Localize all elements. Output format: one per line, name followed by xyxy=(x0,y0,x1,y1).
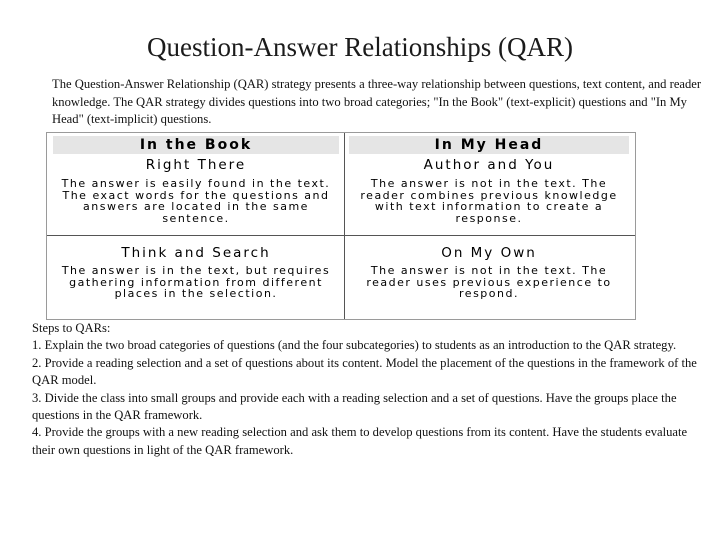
on-my-own-title: On My Own xyxy=(441,245,537,261)
right-there-cell xyxy=(51,157,341,225)
on-my-own-cell xyxy=(348,245,630,301)
step-item-2: 2. Provide a reading selection and a set of questions about its content. Model the placement of the questions in the framework of the QAR model. xyxy=(32,355,697,388)
page-title: Question-Answer Relationships (QAR) xyxy=(147,32,573,62)
think-and-search-cell xyxy=(51,245,341,301)
step-item-1: 1. Explain the two broad categories of questions (and the four subcategories) to students as an introduction to the QAR strategy. xyxy=(32,338,677,353)
steps-heading: Steps to QARs: xyxy=(32,321,111,335)
chart-vertical-divider xyxy=(344,133,345,319)
on-my-own-text: The answer is not in the text. The reader uses previous experience to respond. xyxy=(366,265,612,300)
in-my-head-header: In My Head xyxy=(349,136,629,154)
think-and-search-text: The answer is in the text, but requires gathering information from different places in the selection. xyxy=(61,265,331,300)
intro-paragraph: The Question-Answer Relationship (QAR) strategy presents a three-way relationship between questions, text content, and reader knowledge. The QAR strategy divides questions into two broad categories; "In the Book" (text-explicit) questions and "In My Head" (text-implicit) questions. xyxy=(52,77,702,126)
author-and-you-text: The answer is not in the text. The reader combines previous knowledge with text information to create a response. xyxy=(360,178,618,225)
right-there-text: The answer is easily found in the text. The exact words for the questions and answers are located in the same sentence. xyxy=(61,178,331,225)
author-and-you-cell xyxy=(348,157,630,225)
in-the-book-header: In the Book xyxy=(53,136,339,154)
think-and-search-title: Think and Search xyxy=(121,245,271,261)
steps-section xyxy=(32,320,700,459)
step-item-3: 3. Divide the class into small groups and provide each with a reading selection and a set of questions. Have the groups place the questions in the QAR framework. xyxy=(32,390,677,423)
chart-horizontal-divider xyxy=(47,235,635,236)
right-there-title: Right There xyxy=(145,157,247,173)
qar-chart-image xyxy=(46,132,636,320)
step-item-4: 4. Provide the groups with a new reading selection and ask them to develop questions from its content. Have the students evaluate their own questions in light of the QAR framework. xyxy=(32,425,688,457)
author-and-you-title: Author and You xyxy=(423,157,555,173)
